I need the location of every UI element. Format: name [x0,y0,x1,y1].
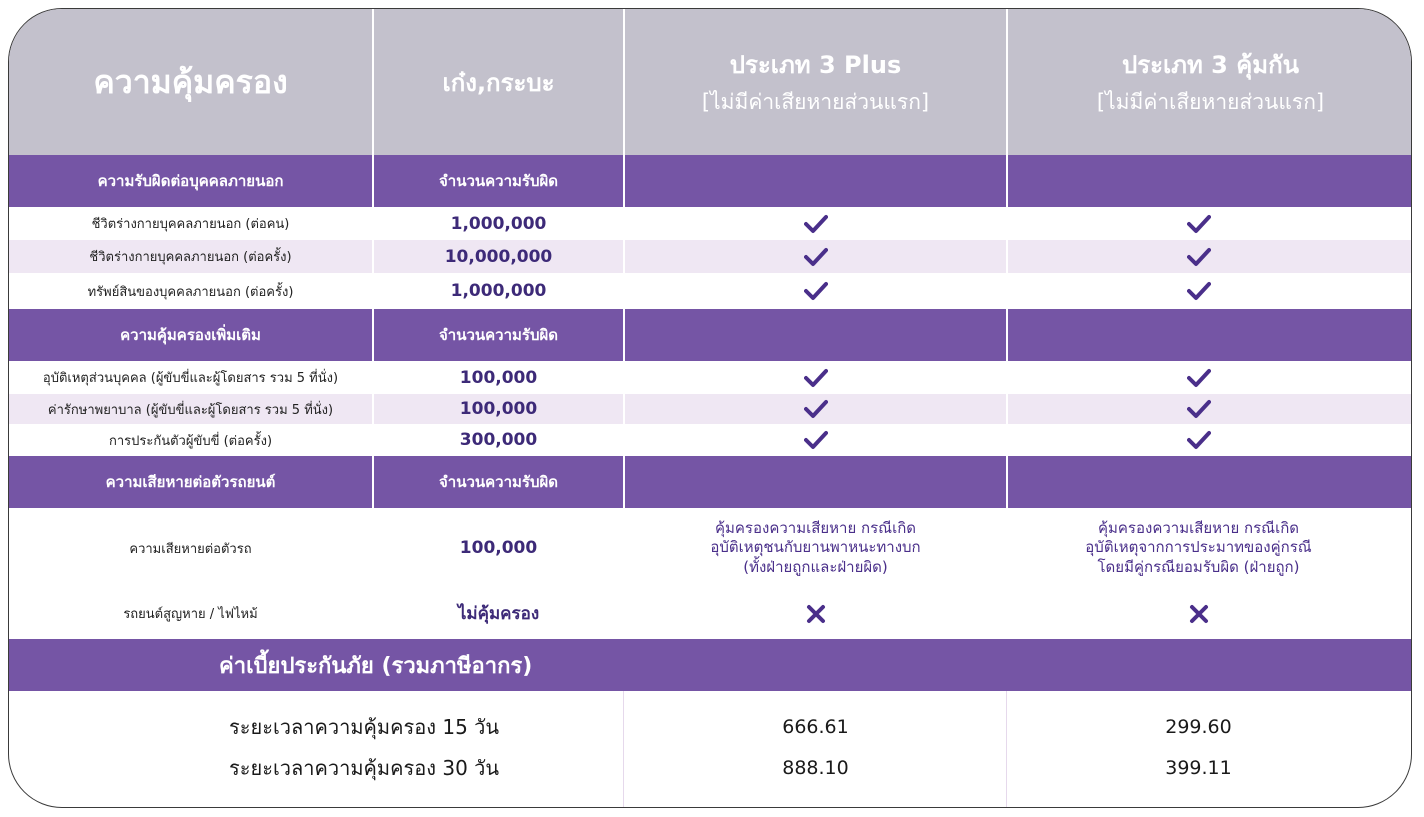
row-amount: 10,000,000 [444,246,553,267]
row-amount: ไม่คุ้มครอง [457,604,540,624]
premium-plan1-value: 666.61 [782,716,849,738]
table-row [9,424,1412,456]
column-divider [623,9,625,639]
table-row [9,207,1412,240]
row-amount: 300,000 [459,430,538,450]
plan2-title: ประเภท 3 คุ้มกัน [1121,51,1300,79]
row-label: อุบัติเหตุส่วนบุคคล (ผู้ขับขี่และผู้โดยสาร รวม 5 ที่นั่ง) [42,371,339,386]
note-line: อุบัติเหตุชนกับยานพาหนะทางบก [710,538,921,557]
check-icon [625,207,1006,240]
table-row [9,508,1412,588]
row-label: ทรัพย์สินของบุคคลภายนอก (ต่อครั้ง) [87,284,294,300]
note-line: โดยมีคู่กรณียอมรับผิด (ฝ่ายถูก) [1097,557,1300,576]
amount-header: จำนวนความรับผิด [438,172,559,190]
check-icon [1008,394,1389,424]
row-label: รถยนต์สูญหาย / ไฟไหม้ [123,607,258,622]
section-third-party-band [9,155,1412,207]
row-amount: 100,000 [459,367,538,388]
section-title: ความคุ้มครองเพิ่มเติม [120,326,261,344]
row-amount: 100,000 [459,399,538,419]
header-vehicle-cell [374,9,623,155]
table-row [9,588,1412,639]
check-icon [1008,273,1389,309]
section-title: ความเสียหายต่อตัวรถยนต์ [105,473,276,491]
amount-header: จำนวนความรับผิด [438,473,559,491]
column-divider [372,9,374,639]
check-icon [625,394,1006,424]
premium-row [9,748,1412,788]
premium-title: ค่าเบี้ยประกันภัย (รวมภาษีอากร) [219,653,533,679]
section-title: ความรับผิดต่อบุคคลภายนอก [97,172,284,190]
row-label: ชีวิตร่างกายบุคคลภายนอก (ต่อครั้ง) [89,250,292,265]
amount-header: จำนวนความรับผิด [438,326,559,344]
row-amount: 100,000 [459,538,538,558]
row-label: ค่ารักษาพยาบาล (ผู้ขับขี่และผู้โดยสาร รวม 5 ที่นั่ง) [47,402,334,418]
column-divider [1006,9,1008,639]
check-icon [625,424,1006,456]
row-label: ความเสียหายต่อตัวรถ [129,541,252,557]
header-coverage-cell [9,9,372,155]
section-additional-coverage-band [9,309,1412,361]
check-icon [1008,240,1389,273]
cross-icon [1008,588,1389,639]
table-row [9,240,1412,273]
row-label: ชีวิตร่างกายบุคคลภายนอก (ต่อคน) [91,217,290,232]
table-row [9,394,1412,424]
note-line: (ทั้งฝ่ายถูกและฝ่ายผิด) [743,557,888,576]
row-label: การประกันตัวผู้ขับขี่ (ต่อครั้ง) [108,433,273,449]
premium-plan1-value: 888.10 [782,757,849,779]
plan1-title: ประเภท 3 Plus [729,51,902,79]
header-plan1-cell [625,9,1006,155]
check-icon [625,240,1006,273]
row-amount: 1,000,000 [450,281,547,301]
cross-icon [625,588,1006,639]
header-vehicle-label: เก๋ง,กระบะ [442,68,555,97]
premium-band [9,639,1412,691]
premium-period-label: ระยะเวลาความคุ้มครอง 30 วัน [229,756,500,780]
table-row [9,273,1412,309]
table-row [9,361,1412,394]
plan1-subtitle: [ไม่มีค่าเสียหายส่วนแรก] [701,90,930,114]
check-icon [1008,361,1389,394]
premium-plan2-value: 399.11 [1165,757,1232,779]
check-icon [1008,207,1389,240]
plan2-vehicle-damage-note [1008,508,1389,588]
note-line: คุ้มครองความเสียหาย กรณีเกิด [714,518,917,537]
plan2-subtitle: [ไม่มีค่าเสียหายส่วนแรก] [1096,90,1325,114]
check-icon [1008,424,1389,456]
note-line: อุบัติเหตุจากการประมาทของคู่กรณี [1085,538,1312,557]
row-amount: 1,000,000 [450,213,547,234]
header-plan2-cell [1008,9,1412,155]
coverage-comparison-table [8,8,1412,808]
column-divider [623,691,624,808]
check-icon [625,273,1006,309]
header-coverage-label: ความคุ้มครอง [93,62,288,101]
plan1-vehicle-damage-note [625,508,1006,588]
check-icon [625,361,1006,394]
note-line: คุ้มครองความเสียหาย กรณีเกิด [1097,518,1300,537]
column-divider [1006,691,1007,808]
premium-period-label: ระยะเวลาความคุ้มครอง 15 วัน [229,715,500,739]
premium-plan2-value: 299.60 [1165,716,1232,738]
premium-row [9,707,1412,747]
section-vehicle-damage-band [9,456,1412,508]
